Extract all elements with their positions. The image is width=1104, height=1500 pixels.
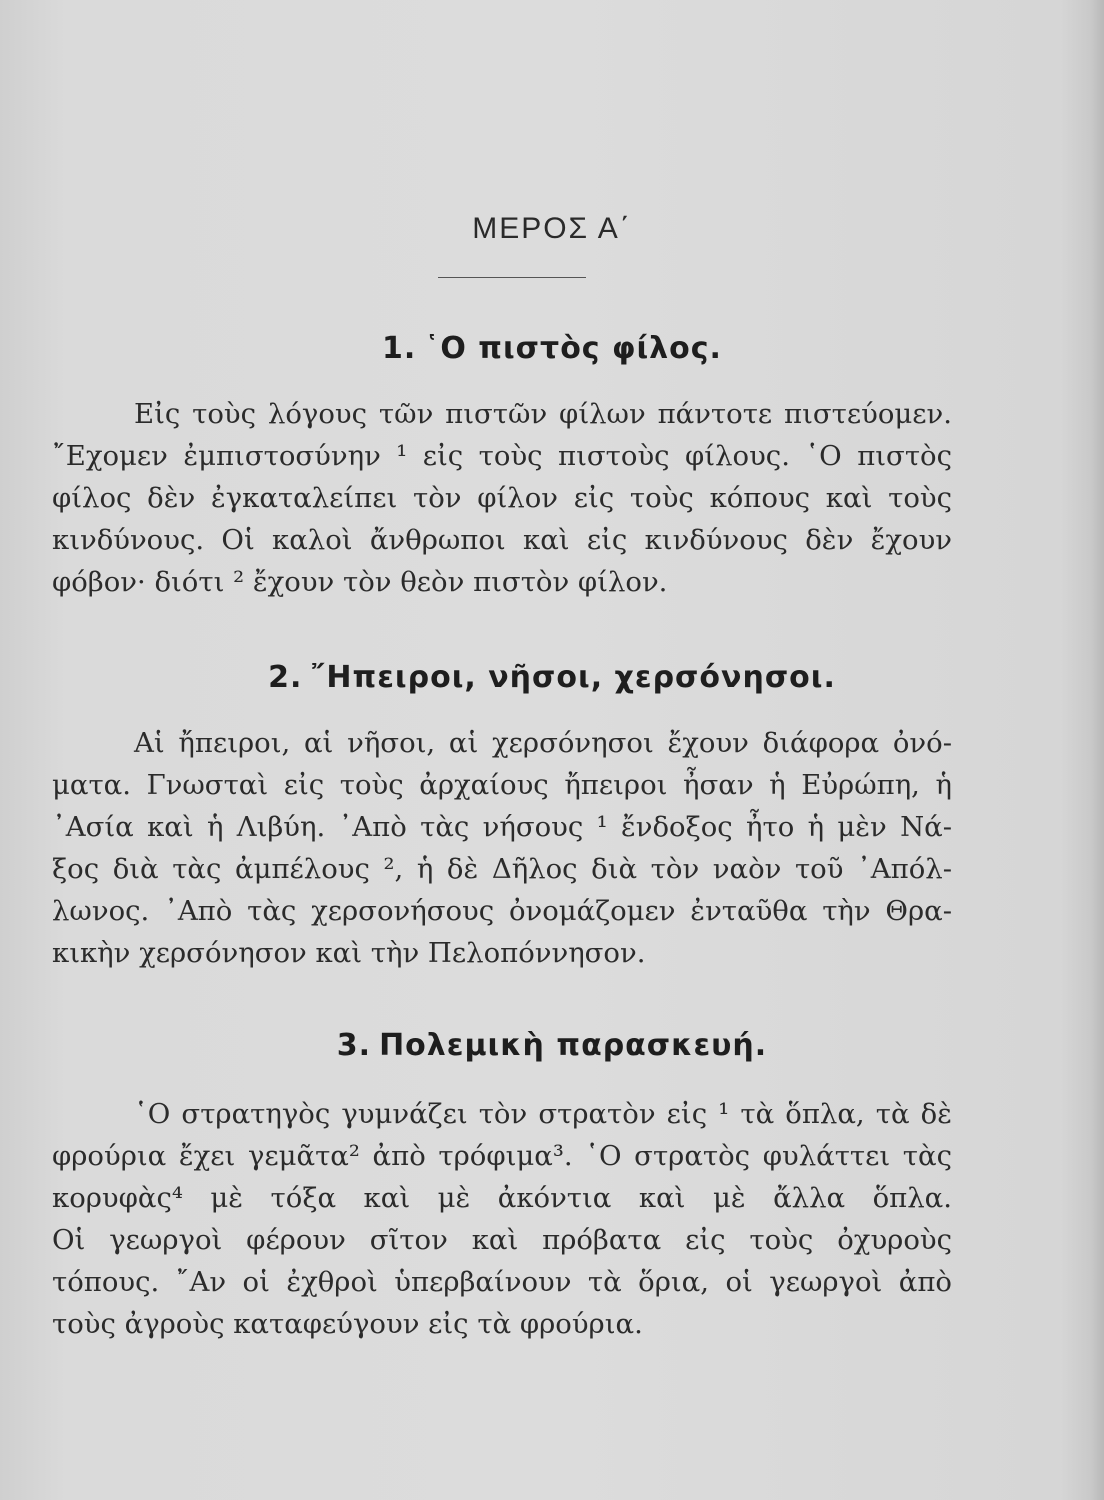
section-1-number: 1. <box>382 331 417 366</box>
section-1-heading <box>0 331 1104 366</box>
paragraph-line: ματα. Γνωσταὶ εἰς τοὺς ἀρχαίους ἤπειροι ἦσαν ἡ Εὐρώπη, ἡ <box>52 769 952 801</box>
section-1-paragraph <box>52 393 952 603</box>
section-3-title: Πολεμικὴ παρασκευή. <box>379 1028 768 1063</box>
paragraph-line: κικὴν χερσόνησον καὶ τὴν Πελοπόννησον. <box>52 937 646 969</box>
paragraph-line: ῾Ο στρατηγὸς γυμνάζει τὸν στρατὸν εἰς ¹ τὰ ὅπλα, τὰ δὲ <box>134 1098 952 1130</box>
paragraph-line: Αἱ ἤπειροι, αἱ νῆσοι, αἱ χερσόνησοι ἔχουν διάφορα ὀνό- <box>134 727 952 759</box>
section-3-number: 3. <box>336 1028 372 1063</box>
section-2-number: 2. <box>268 660 303 695</box>
paragraph-line: φίλος δὲν ἐγκαταλείπει τὸν φίλον εἰς τοὺς κόπους καὶ τοὺς <box>52 482 952 514</box>
section-1-title: ῾Ο πιστὸς φίλος. <box>424 331 722 366</box>
section-2-title: ῎Ηπειροι, νῆσοι, χερσόνησοι. <box>310 660 836 695</box>
paragraph-line: φόβον· διότι ² ἔχουν τὸν θεὸν πιστὸν φίλον. <box>52 566 668 598</box>
section-3-paragraph <box>52 1093 952 1345</box>
title-divider <box>438 277 586 278</box>
section-2-paragraph <box>52 722 952 974</box>
paragraph-line: κορυφὰς⁴ μὲ τόξα καὶ μὲ ἀκόντια καὶ μὲ ἄλλα ὅπλα. <box>52 1182 952 1214</box>
paragraph-line: φρούρια ἔχει γεμᾶτα² ἀπὸ τρόφιμα³. ῾Ο στρατὸς φυλάττει τὰς <box>52 1140 952 1172</box>
paragraph-line: λωνος. ᾿Απὸ τὰς χερσονήσους ὀνομάζομεν ἐνταῦθα τὴν Θρα- <box>52 895 952 927</box>
paragraph-line: Εἰς τοὺς λόγους τῶν πιστῶν φίλων πάντοτε πιστεύομεν. <box>134 398 952 430</box>
paragraph-line: τόπους. ῎Αν οἱ ἐχθροὶ ὑπερβαίνουν τὰ ὅρια, οἱ γεωργοὶ ἀπὸ <box>52 1266 952 1298</box>
paragraph-line: κινδύνους. Οἱ καλοὶ ἄνθρωποι καὶ εἰς κινδύνους δὲν ἔχουν <box>52 524 952 556</box>
paragraph-line: Οἱ γεωργοὶ φέρουν σῖτον καὶ πρόβατα εἰς τοὺς ὀχυροὺς <box>52 1224 952 1256</box>
paragraph-line: ῎Εχομεν ἐμπιστοσύνην ¹ εἰς τοὺς πιστοὺς φίλους. ῾Ο πιστὸς <box>52 440 952 472</box>
section-3-heading <box>0 1028 1104 1063</box>
paragraph-line: ᾿Ασία καὶ ἡ Λιβύη. ᾿Απὸ τὰς νήσους ¹ ἔνδοξος ἦτο ἡ μὲν Νά- <box>52 811 952 843</box>
section-2-heading <box>0 660 1104 695</box>
paragraph-line: τοὺς ἀγροὺς καταφεύγουν εἰς τὰ φρούρια. <box>52 1308 643 1340</box>
part-title: ΜΕΡΟΣ Α΄ <box>472 212 632 245</box>
paragraph-line: ξος διὰ τὰς ἀμπέλους ², ἡ δὲ Δῆλος διὰ τὸν ναὸν τοῦ ᾿Απόλ- <box>52 853 952 885</box>
